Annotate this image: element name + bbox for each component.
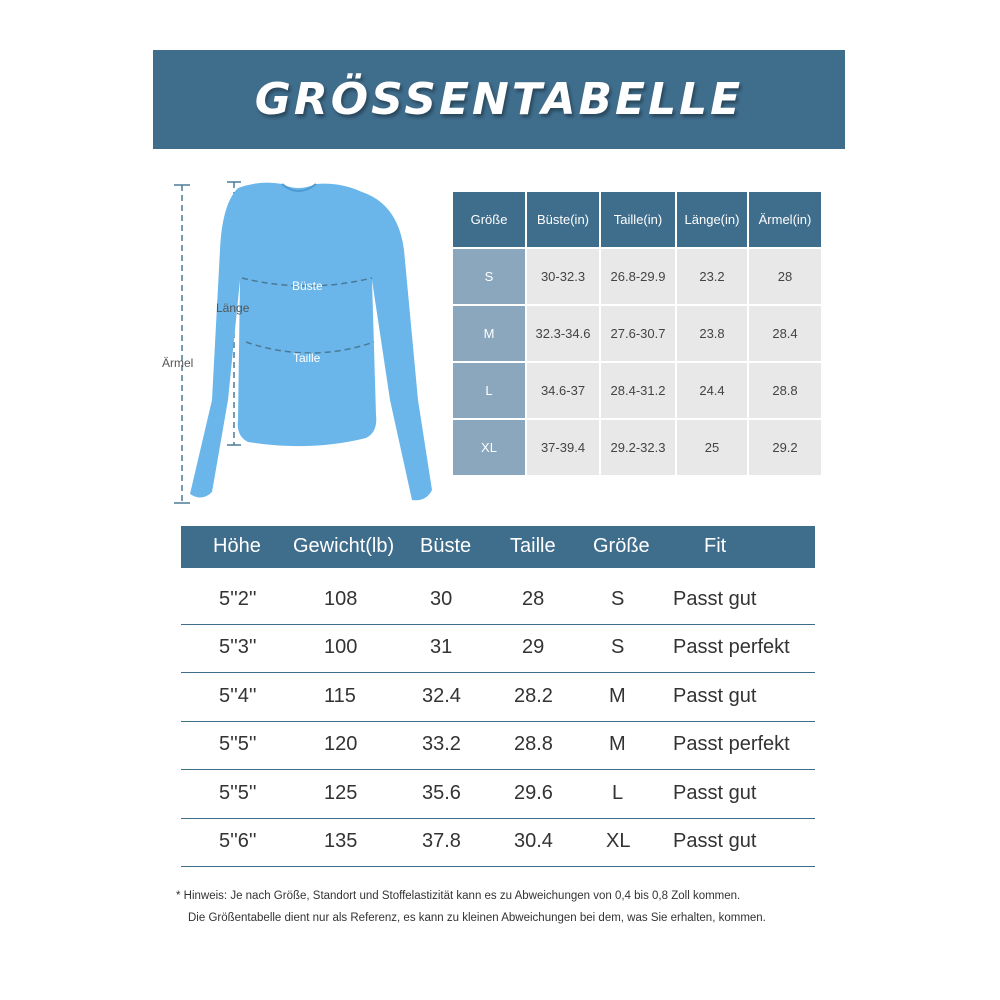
spec-cell: 24.4 bbox=[676, 362, 748, 419]
spec-cell: 37-39.4 bbox=[526, 419, 600, 476]
spec-size-cell: L bbox=[452, 362, 526, 419]
fit-cell: 35.6 bbox=[422, 782, 461, 804]
fit-cell: 100 bbox=[324, 636, 358, 658]
page-title: GRÖSSENTABELLE bbox=[254, 74, 744, 125]
spec-header-cell: Ärmel(in) bbox=[748, 191, 822, 248]
fit-cell: 28 bbox=[522, 588, 545, 610]
fit-cell: Passt perfekt bbox=[673, 636, 790, 658]
fit-header-cell: Fit bbox=[704, 535, 727, 557]
fit-cell: L bbox=[612, 782, 624, 804]
fit-cell: 108 bbox=[324, 588, 358, 610]
fit-table-header bbox=[181, 526, 815, 568]
fit-cell: M bbox=[609, 733, 626, 755]
spec-size-cell: XL bbox=[452, 419, 526, 476]
fit-cell: 30.4 bbox=[514, 830, 553, 852]
spec-size-cell: M bbox=[452, 305, 526, 362]
fit-row bbox=[181, 576, 815, 625]
label-laenge: Länge bbox=[216, 301, 250, 315]
fit-row bbox=[181, 818, 815, 867]
fit-cell: 28.2 bbox=[514, 685, 553, 707]
fit-cell: 28.8 bbox=[514, 733, 553, 755]
spec-header-cell: Größe bbox=[452, 191, 526, 248]
fit-row bbox=[181, 721, 815, 770]
spec-cell: 26.8-29.9 bbox=[600, 248, 676, 305]
fit-header-cell: Größe bbox=[593, 535, 650, 557]
note-hinweis: * Hinweis: Je nach Größe, Standort und Stoffelastizität kann es zu Abweichungen von 0,4 bis 0,8 Zoll kommen. bbox=[176, 890, 741, 902]
label-buste: Büste bbox=[292, 279, 323, 293]
fit-cell: 5''6'' bbox=[219, 830, 257, 852]
fit-row bbox=[181, 673, 815, 722]
fit-header-cell: Taille bbox=[510, 535, 556, 557]
title-banner bbox=[153, 50, 845, 149]
fit-cell: 37.8 bbox=[422, 830, 461, 852]
shirt-illustration bbox=[150, 170, 450, 510]
spec-cell: 32.3-34.6 bbox=[526, 305, 600, 362]
fit-cell: 115 bbox=[324, 685, 356, 707]
spec-row bbox=[452, 248, 822, 305]
spec-cell: 25 bbox=[676, 419, 748, 476]
spec-cell: 28.4 bbox=[748, 305, 822, 362]
spec-cell: 28.8 bbox=[748, 362, 822, 419]
spec-row bbox=[452, 419, 822, 476]
fit-cell: 32.4 bbox=[422, 685, 461, 707]
fit-header-cell: Gewicht(lb) bbox=[293, 535, 395, 557]
spec-header-cell: Taille(in) bbox=[600, 191, 676, 248]
fit-cell: S bbox=[611, 636, 625, 658]
spec-size-cell: S bbox=[452, 248, 526, 305]
spec-cell: 23.8 bbox=[676, 305, 748, 362]
spec-cell: 30-32.3 bbox=[526, 248, 600, 305]
note-reference: Die Größentabelle dient nur als Referenz, es kann zu kleinen Abweichungen bei dem, was Sie erhalten, kommen. bbox=[188, 912, 766, 924]
fit-cell: Passt gut bbox=[673, 782, 757, 804]
fit-cell: Passt gut bbox=[673, 685, 757, 707]
fit-cell: 29 bbox=[522, 636, 545, 658]
spec-cell: 29.2 bbox=[748, 419, 822, 476]
spec-cell: 29.2-32.3 bbox=[600, 419, 676, 476]
fit-cell: Passt perfekt bbox=[673, 733, 790, 755]
fit-cell: 33.2 bbox=[422, 733, 461, 755]
spec-header-cell: Länge(in) bbox=[676, 191, 748, 248]
fit-cell: 31 bbox=[430, 636, 453, 658]
spec-cell: 28.4-31.2 bbox=[600, 362, 676, 419]
fit-cell: 30 bbox=[430, 588, 453, 610]
label-taille: Taille bbox=[293, 351, 321, 365]
fit-cell: 5''3'' bbox=[219, 636, 257, 658]
shirt-drawing bbox=[150, 170, 450, 510]
fit-cell: 135 bbox=[324, 830, 358, 852]
fit-cell: 29.6 bbox=[514, 782, 553, 804]
spec-cell: 28 bbox=[748, 248, 822, 305]
spec-cell: 23.2 bbox=[676, 248, 748, 305]
label-aermel: Ärmel bbox=[162, 356, 194, 370]
fit-cell: 5''5'' bbox=[219, 733, 257, 755]
fit-cell: 120 bbox=[324, 733, 358, 755]
spec-header-row bbox=[452, 191, 822, 248]
size-spec-table bbox=[451, 190, 823, 477]
fit-cell: S bbox=[611, 588, 625, 610]
fit-row bbox=[181, 624, 815, 673]
fit-cell: Passt gut bbox=[673, 588, 757, 610]
fit-header-cell: Büste bbox=[420, 535, 472, 557]
fit-row bbox=[181, 770, 815, 819]
spec-header-cell: Büste(in) bbox=[526, 191, 600, 248]
fit-cell: 5''4'' bbox=[219, 685, 257, 707]
spec-row bbox=[452, 362, 822, 419]
fit-cell: Passt gut bbox=[673, 830, 757, 852]
spec-cell: 34.6-37 bbox=[526, 362, 600, 419]
fit-cell: XL bbox=[606, 830, 631, 852]
fit-cell: 5''2'' bbox=[219, 588, 257, 610]
fit-header-cell: Höhe bbox=[213, 535, 261, 557]
fit-cell: 125 bbox=[324, 782, 358, 804]
spec-row bbox=[452, 305, 822, 362]
spec-cell: 27.6-30.7 bbox=[600, 305, 676, 362]
fit-cell: M bbox=[609, 685, 626, 707]
fit-cell: 5''5'' bbox=[219, 782, 257, 804]
